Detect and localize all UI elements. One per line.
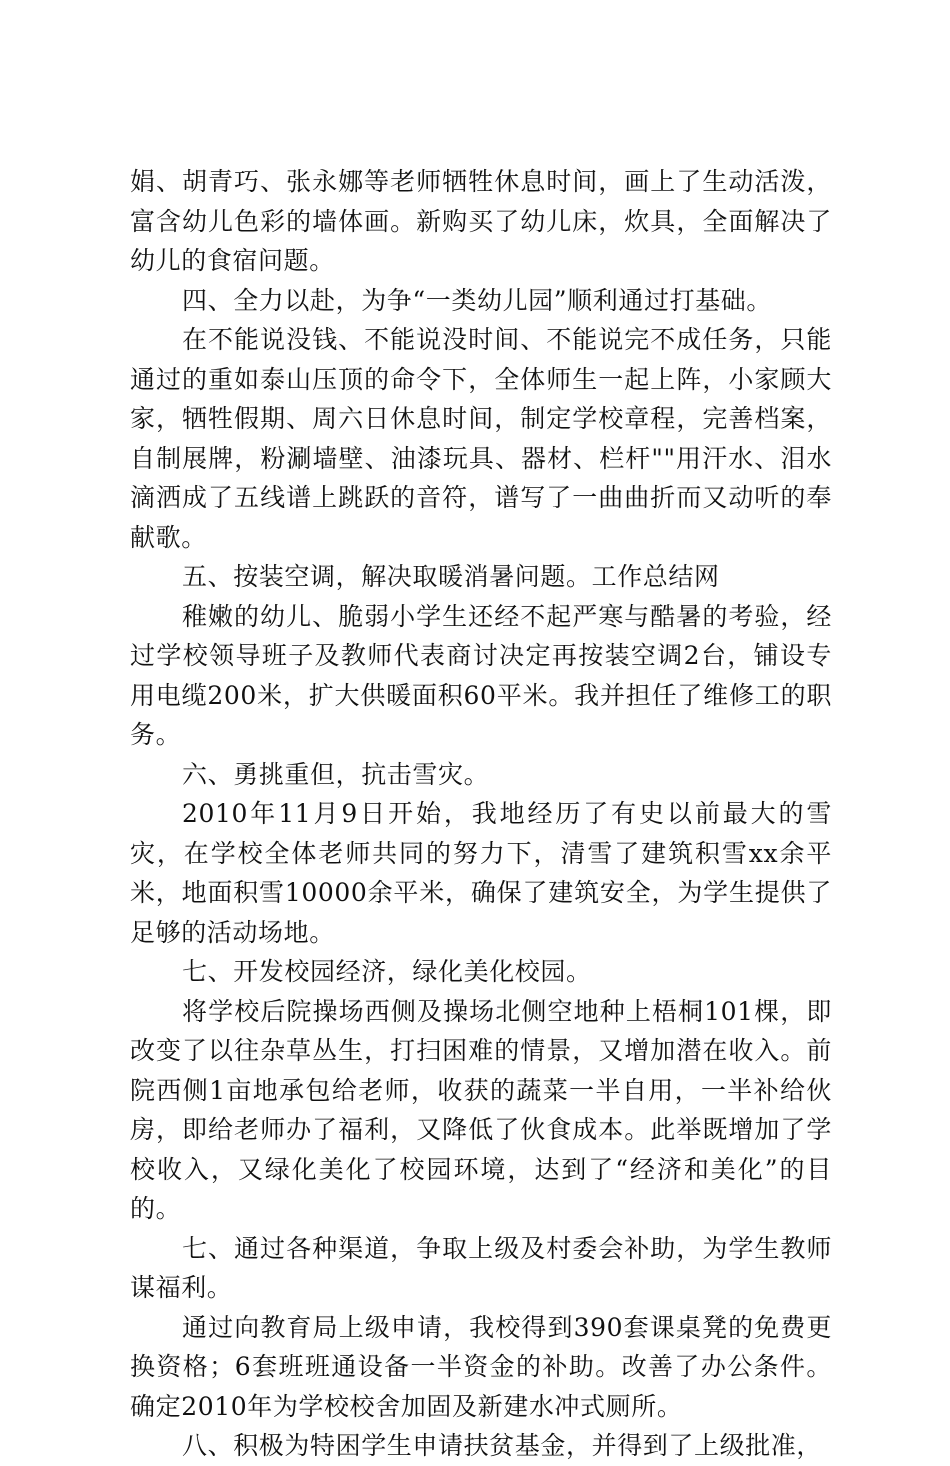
- section-heading-8: 八、积极为特困学生申请扶贫基金，并得到了上级批准，: [182, 1431, 823, 1460]
- section-heading-4: 四、全力以赴，为争“一类幼儿园”顺利通过打基础。: [182, 285, 772, 315]
- paragraph-section-7a: 将学校后院操场西侧及操场北侧空地种上梧桐101棵，即改变了以往杂草丛生，打扫困难的情景，又增加潜在收入。前院西侧1亩地承包给老师，收获的蔬菜一半自用，一半补给伙房，即给老师办了福利，又降低了伙食成本。此举既增加了学校收入，又绿化美化了校园环境，达到了“经济和美化”的目的。: [130, 996, 832, 1223]
- section-heading-7b: 七、通过各种渠道，争取上级及村委会补助，为学生教师谋福利。: [130, 1233, 832, 1302]
- section-heading-6: 六、勇挑重但，抗击雪灾。: [182, 759, 490, 789]
- paragraph-section-4: 在不能说没钱、不能说没时间、不能说完不成任务，只能通过的重如泰山压顶的命令下，全体师生一起上阵，小家顾大家，牺牲假期、周六日休息时间，制定学校章程，完善档案，自制展牌，粉涮墙壁、油漆玩具、器材、栏杆""用汗水、泪水滴洒成了五线谱上跳跃的音符，谱写了一曲曲折而又动听的奉献歌。: [130, 325, 832, 552]
- paragraph-continuation: 娟、胡青巧、张永娜等老师牺牲休息时间，画上了生动活泼，富含幼儿色彩的墙体画。新购买了幼儿床，炊具，全面解决了幼儿的食宿问题。: [130, 167, 832, 275]
- section-heading-7a: 七、开发校园经济，绿化美化校园。: [182, 957, 592, 986]
- paragraph-section-6: 2010年11月9日开始，我地经历了有史以前最大的雪灾，在学校全体老师共同的努力下，清雪了建筑积雪xx余平米，地面积雪10000余平米，确保了建筑安全，为学生提供了足够的活动场地。: [130, 799, 832, 947]
- document-body: [130, 162, 832, 1466]
- section-heading-5: 五、按装空调，解决取暖消暑问题。工作总结网: [182, 562, 720, 591]
- paragraph-section-7b: 通过向教育局上级申请，我校得到390套课桌凳的免费更换资格；6套班班通设备一半资金的补助。改善了办公条件。确定2010年为学校校舍加固及新建水冲式厕所。: [130, 1312, 832, 1421]
- paragraph-section-5: 稚嫩的幼儿、脆弱小学生还经不起严寒与酷暑的考验，经过学校领导班子及教师代表商讨决定再按装空调2台，铺设专用电缆200米，扩大供暖面积60平米。我并担任了维修工的职务。: [130, 601, 832, 749]
